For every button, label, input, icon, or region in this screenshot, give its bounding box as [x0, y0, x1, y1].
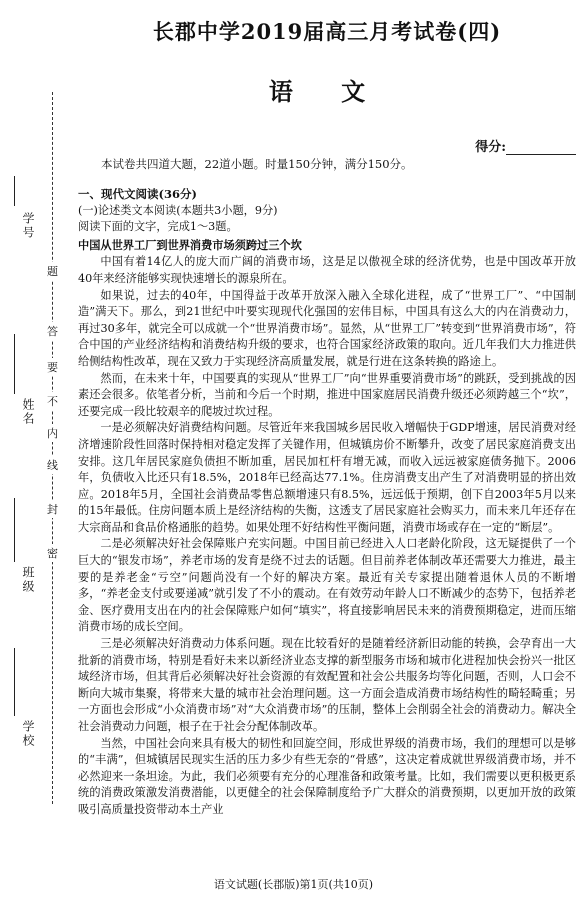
binding-mark: 要: [47, 358, 58, 376]
reading-instruction: 阅读下面的文字，完成1～3题。: [78, 220, 238, 234]
binding-dashed-line: [52, 92, 53, 804]
exam-subject: 语 文: [268, 77, 386, 106]
page-footer: 语文试题(长郡版)第1页(共10页): [213, 878, 374, 891]
blank-class[interactable]: [14, 498, 15, 562]
exam-intro: 本试卷共四道大题，22道小题。时量150分钟，满分150分。: [101, 157, 413, 171]
label-name: 姓名: [21, 398, 35, 426]
binding-mark: 封: [47, 500, 58, 518]
reading-section: [78, 186, 576, 819]
binding-mark: 密: [47, 544, 58, 562]
binding-margin: [0, 0, 70, 902]
article-paragraph: 然而，在未来十年，中国要真的实现从“世界工厂”向“世界重要消费市场”的跳跃，受到挑战的因素还会很多。依笔者分析，当前和今后一个时期，推进中国家庭居民消费升级还必须跨越三个“坎”，还要完成一段比较艰辛的爬坡过坎过程。: [78, 371, 576, 418]
article-paragraph: 中国有着14亿人的庞大而广阔的消费市场，这是足以傲视全球的经济优势，也是中国改革开放40年来经济能够实现快速增长的源泉所在。: [78, 255, 576, 285]
section-heading: 一、现代文阅读(36分): [78, 187, 197, 201]
article-paragraph: 三是必须解决好消费动力体系问题。现在比较看好的是随着经济新旧动能的转换，会孕育出一大批新的消费市场，特别是看好未来以新经济业态支撑的新型服务市场和城市化进程加快会扮兴一批区域经济市场，但其背后必须解决好社会资源的有效配置和社会公共服务均等化问题，否则，人口会不断向大城市集聚，将带来大量的城市社会治理问题。这一方面会造成消费市场结构性的畸轻畸重；另一方面也会形成“小众消费市场”对“大众消费市场”的压制，整体上会削弱全社会的消费动力。解决全社会消费动力问题，根子在于社会分配体制改革。: [78, 637, 576, 733]
blank-school[interactable]: [14, 648, 15, 716]
article-paragraph: 一是必须解决好消费结构问题。尽管近年来我国城乡居民收入增幅快于GDP增速，居民消费对经济增速阶段性回落时保持相对稳定发挥了关键作用，但城镇房价不断攀升，改变了居民家庭消费支出安排。这几年居民家庭负债担不断加重，居民加杠杆有增无减，而收入远远被家庭债务抛下。2006年，负债收入比还只有18.5%，2018年已经高达77.1%。住房消费支出产生了对消费明显的挤出效应。2018年5月，全国社会消费品零售总额增速只有8.5%，远远低于预期，创下自2003年5月以来的15年最低。住房问题本质上是经济结构的失衡，这透支了居民家庭社会购买力，而未来几年还存在大宗商品和食品价格通胀的趋势。如果处理不好结构性平衡问题，消费市场或存在一定的“断层”。: [78, 421, 576, 534]
article-paragraph: 二是必须解决好社会保障账户充实问题。中国目前已经进入人口老龄化阶段，这无疑提供了一个巨大的“银发市场”，养老市场的发育是绕不过去的话题。但目前养老体制改革还需要大力推进，最主要的是养老金“亏空”问题尚没有一个好的解决方案。最近有关专家提出随着退休人员的不断增多，“养老金支付或要递减”就引发了不小的震动。在有效劳动年龄人口不断减少的态势下，包括养老金、医疗费用支出在内的社会保障账户如何“填实”，将直接影响居民未来的消费预期稳定，进而压缩消费市场的成长空间。: [78, 537, 576, 634]
exam-title: 长郡中学2019届高三月考试卷(四): [152, 19, 502, 44]
article-paragraph: 如果说，过去的40年，中国得益于改革开放深入融入全球化进程，成了“世界工厂”、“中国制造”满天下。那么，到21世纪中叶要实现现代化强国的宏伟目标，中国具有这么大的内在消费动力，再过30多年，就完全可以成就一个“世界消费市场”。显然，从“世界工厂”转变到“世界消费市场”，符合中国的产业经济结构和消费结构升级的要求，也符合国家经济政策的取向。近几年我们大力推进供给侧结构性改革，现在又致力于实现经济高质量发展，就是行进在这条转换的路途上。: [78, 288, 576, 368]
label-student-number: 学号: [21, 212, 35, 240]
binding-mark: 题: [47, 262, 58, 280]
score-blank[interactable]: [506, 142, 576, 155]
label-school: 学校: [21, 720, 35, 748]
binding-mark: 内: [47, 424, 58, 442]
subsection-heading: (一)论述类文本阅读(本题共3小题，9分): [78, 203, 278, 217]
article-paragraph: 当然，中国社会向来具有极大的韧性和回旋空间，形成世界级的消费市场，我们的理想可以是够的“丰满”，但城镇居民现实生活的压力多少有些无奈的“骨感”，这决定着成就世界级消费市场，并不必然迎来一条坦途。为此，我们必须要有充分的心理准备和政策考量。比如，我们需要以更积极更系统的消费政策激发消费潜能，以更健全的社会保障制度给予广大群众的消费预期，以更加开放的政策吸引高质量投资带动本土产业: [78, 736, 576, 816]
score-label: 得分:: [475, 140, 506, 155]
article-title: 中国从世界工厂到世界消费市场须跨过三个坎: [78, 237, 302, 252]
binding-mark: 线: [47, 456, 58, 474]
binding-mark: 不: [47, 392, 58, 410]
blank-name[interactable]: [14, 334, 15, 394]
binding-mark: 答: [47, 322, 58, 340]
blank-student-number[interactable]: [14, 176, 15, 206]
score-field: [475, 136, 576, 155]
label-class: 班级: [21, 566, 35, 594]
